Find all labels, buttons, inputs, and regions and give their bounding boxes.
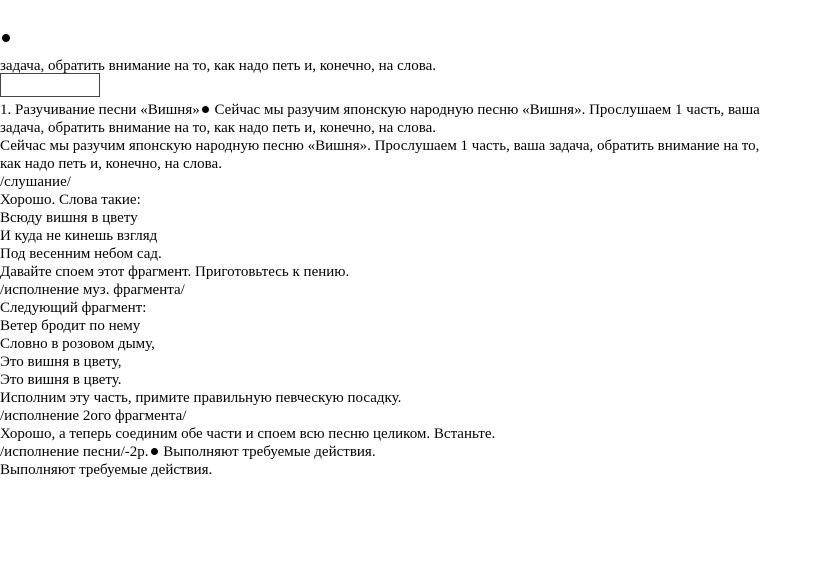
text-line: Под весенним небом сад. (0, 246, 162, 262)
text-line: Хорошо. Слова такие: (0, 192, 141, 208)
section-heading-line (0, 101, 760, 119)
text-line: Это вишня в цвету. (0, 372, 122, 388)
bullet-icon (2, 34, 10, 42)
text-line: Ветер бродит по нему (0, 318, 141, 334)
text-line: Давайте споем этот фрагмент. Приготовьтесь к пению. (0, 264, 350, 280)
final-line-b: Выполняют требуемые действия. (0, 462, 213, 478)
intro-text: задача, обратить внимание на то, как надо петь и, конечно, на слова. (0, 58, 437, 74)
text-line: Словно в розовом дыму, (0, 336, 155, 352)
section-heading-tail: Сейчас мы разучим японскую народную песню «Вишня». Прослушаем 1 часть, ваша (214, 102, 760, 118)
final-tail: Выполняют требуемые действия. (163, 444, 376, 460)
text-line: Исполним эту часть, примите правильную певческую посадку. (0, 390, 402, 406)
text-line: Хорошо, а теперь соединим обе части и споем всю песню целиком. Встаньте. (0, 426, 496, 442)
text-line: /исполнение муз. фрагмента/ (0, 282, 185, 298)
section-heading-tail-2: задача, обратить внимание на то, как надо петь и, конечно, на слова. (0, 120, 437, 136)
text-line: Это вишня в цвету, (0, 354, 122, 370)
text-line: Следующий фрагмент: (0, 300, 147, 316)
text-line: /исполнение 2ого фрагмента/ (0, 408, 187, 424)
text-line: Всюду вишня в цвету (0, 210, 138, 226)
final-line (0, 443, 376, 461)
bullet-icon (151, 448, 158, 455)
text-line: /слушание/ (0, 174, 71, 190)
bullet-icon (202, 106, 209, 113)
text-line: как надо петь и, конечно, на слова. (0, 156, 222, 172)
final-head: /исполнение песни/-2р. (0, 444, 149, 460)
empty-frame (0, 73, 100, 97)
text-line: И куда не кинешь взгляд (0, 228, 158, 244)
text-line: Сейчас мы разучим японскую народную песню «Вишня». Прослушаем 1 часть, ваша задача, обратить внимание на то, (0, 138, 760, 154)
section-heading: 1. Разучивание песни «Вишня» (0, 102, 200, 118)
